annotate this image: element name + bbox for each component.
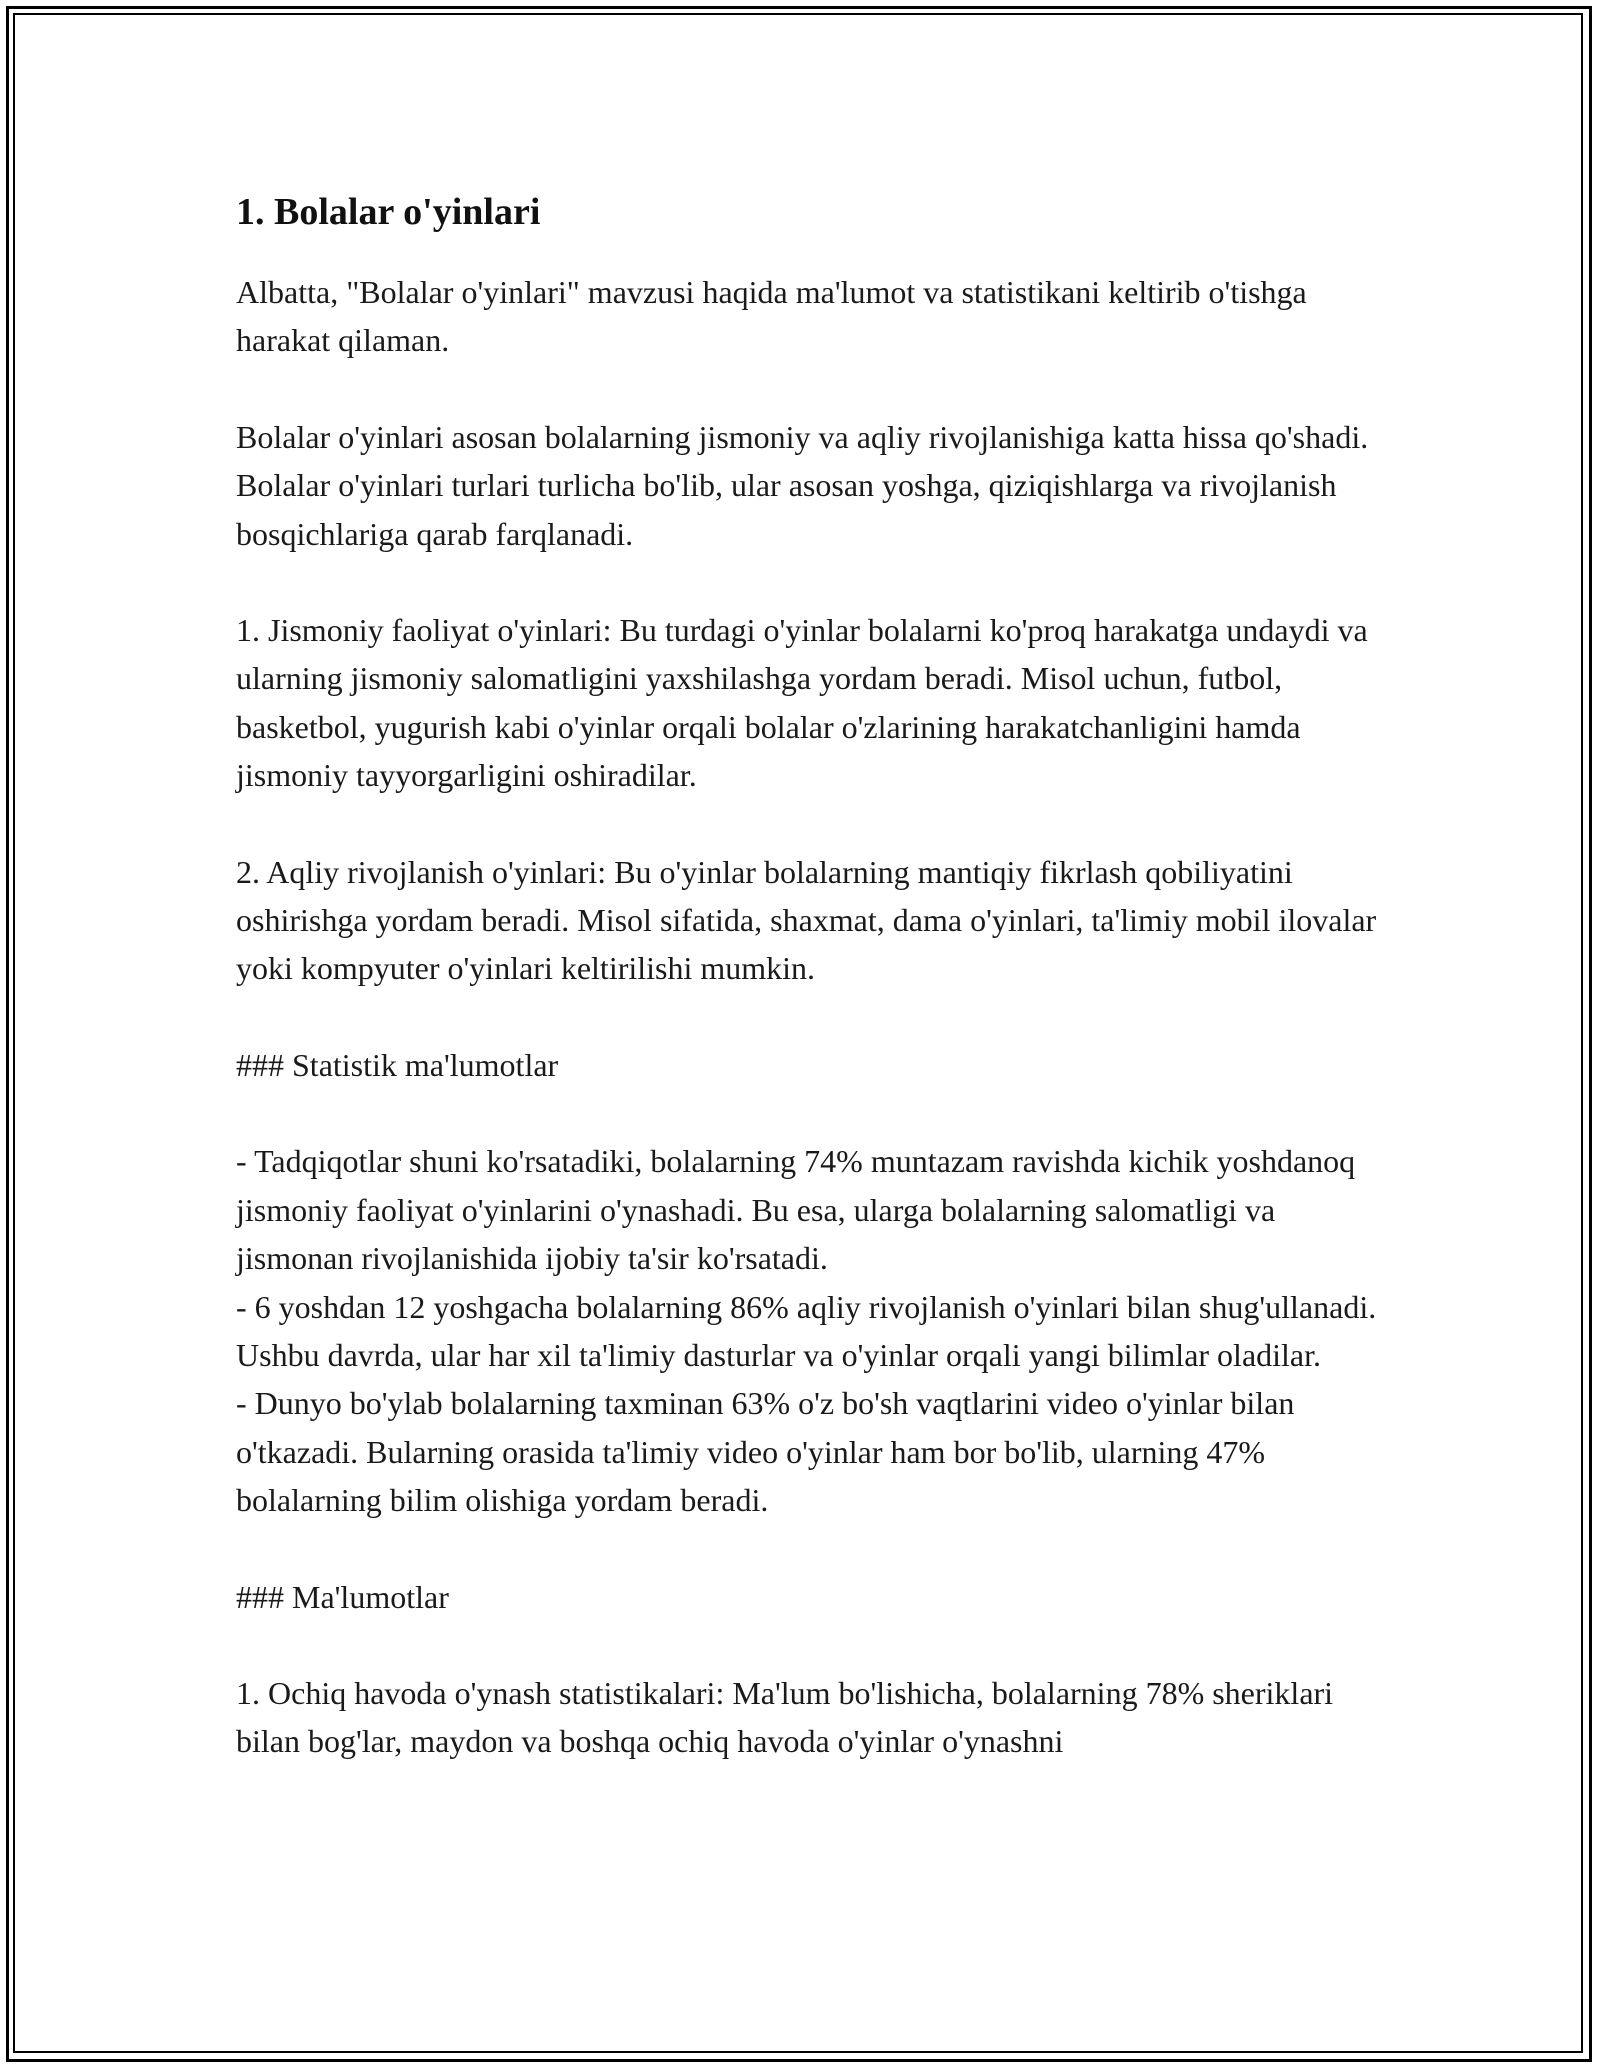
outdoor-play-paragraph: 1. Ochiq havoda o'ynash statistikalari: Ma'lum bo'lishicha, bolalarning 78% sheriklari bilan bog'lar, maydon va boshqa ochiq havoda o'yinlar o'ynashni — [236, 1674, 1334, 1760]
document-title: 1. Bolalar o'yinlari — [236, 191, 541, 233]
overview-paragraph: Bolalar o'yinlari asosan bolalarning jismoniy va aqliy rivojlanishiga katta hissa qo'shadi. Bolalar o'yinlari turlari turlicha bo'lib, ular asosan yoshga, qiziqishlarga va rivojlanish bosqichlariga qarab farqlanadi. — [236, 418, 1369, 552]
statistics-heading: ### Statistik ma'lumotlar — [236, 1046, 559, 1083]
mental-games-paragraph: 2. Aqliy rivojlanish o'yinlari: Bu o'yinlar bolalarning mantiqiy fikrlash qobiliyatini oshirishga yordam beradi. Misol sifatida, shaxmat, dama o'yinlari, ta'limiy mobil ilovalar yoki kompyuter o'yinlari keltirilishi mumkin. — [236, 853, 1377, 987]
statistic-item-3: - Dunyo bo'ylab bolalarning taxminan 63% o'z bo'sh vaqtlarini video o'yinlar bilan o'tkazadi. Bularning orasida ta'limiy video o'yinlar ham bor bo'lib, ularning 47% bolalarning bilim olishiga yordam beradi. — [236, 1385, 1295, 1519]
intro-paragraph: Albatta, "Bolalar o'yinlari" mavzusi haqida ma'lumot va statistikani keltirib o'tishga harakat qilaman. — [236, 274, 1307, 359]
physical-games-paragraph: 1. Jismoniy faoliyat o'yinlari: Bu turdagi o'yinlar bolalarni ko'proq harakatga undaydi va ularning jismoniy salomatligini yaxshilashga yordam beradi. Misol uchun, futbol, basketbol, yugurish kabi o'yinlar orqali bolalar o'zlarining harakatchanligini hamda jismoniy tayyorgarligini oshiradilar. — [236, 612, 1368, 794]
data-heading: ### Ma'lumotlar — [236, 1578, 449, 1615]
document-page — [236, 188, 1386, 1766]
statistic-item-1: - Tadqiqotlar shuni ko'rsatadiki, bolalarning 74% muntazam ravishda kichik yoshdanoq jismoniy faoliyat o'yinlarini o'ynashadi. Bu esa, ularga bolalarning salomatligi va jismonan rivojlanishida ijobiy ta'sir ko'rsatadi. — [236, 1143, 1356, 1277]
statistic-item-2: - 6 yoshdan 12 yoshgacha bolalarning 86% aqliy rivojlanish o'yinlari bilan shug'ullanadi. Ushbu davrda, ular har xil ta'limiy dasturlar va o'yinlar orqali yangi bilimlar oladilar. — [236, 1288, 1377, 1373]
